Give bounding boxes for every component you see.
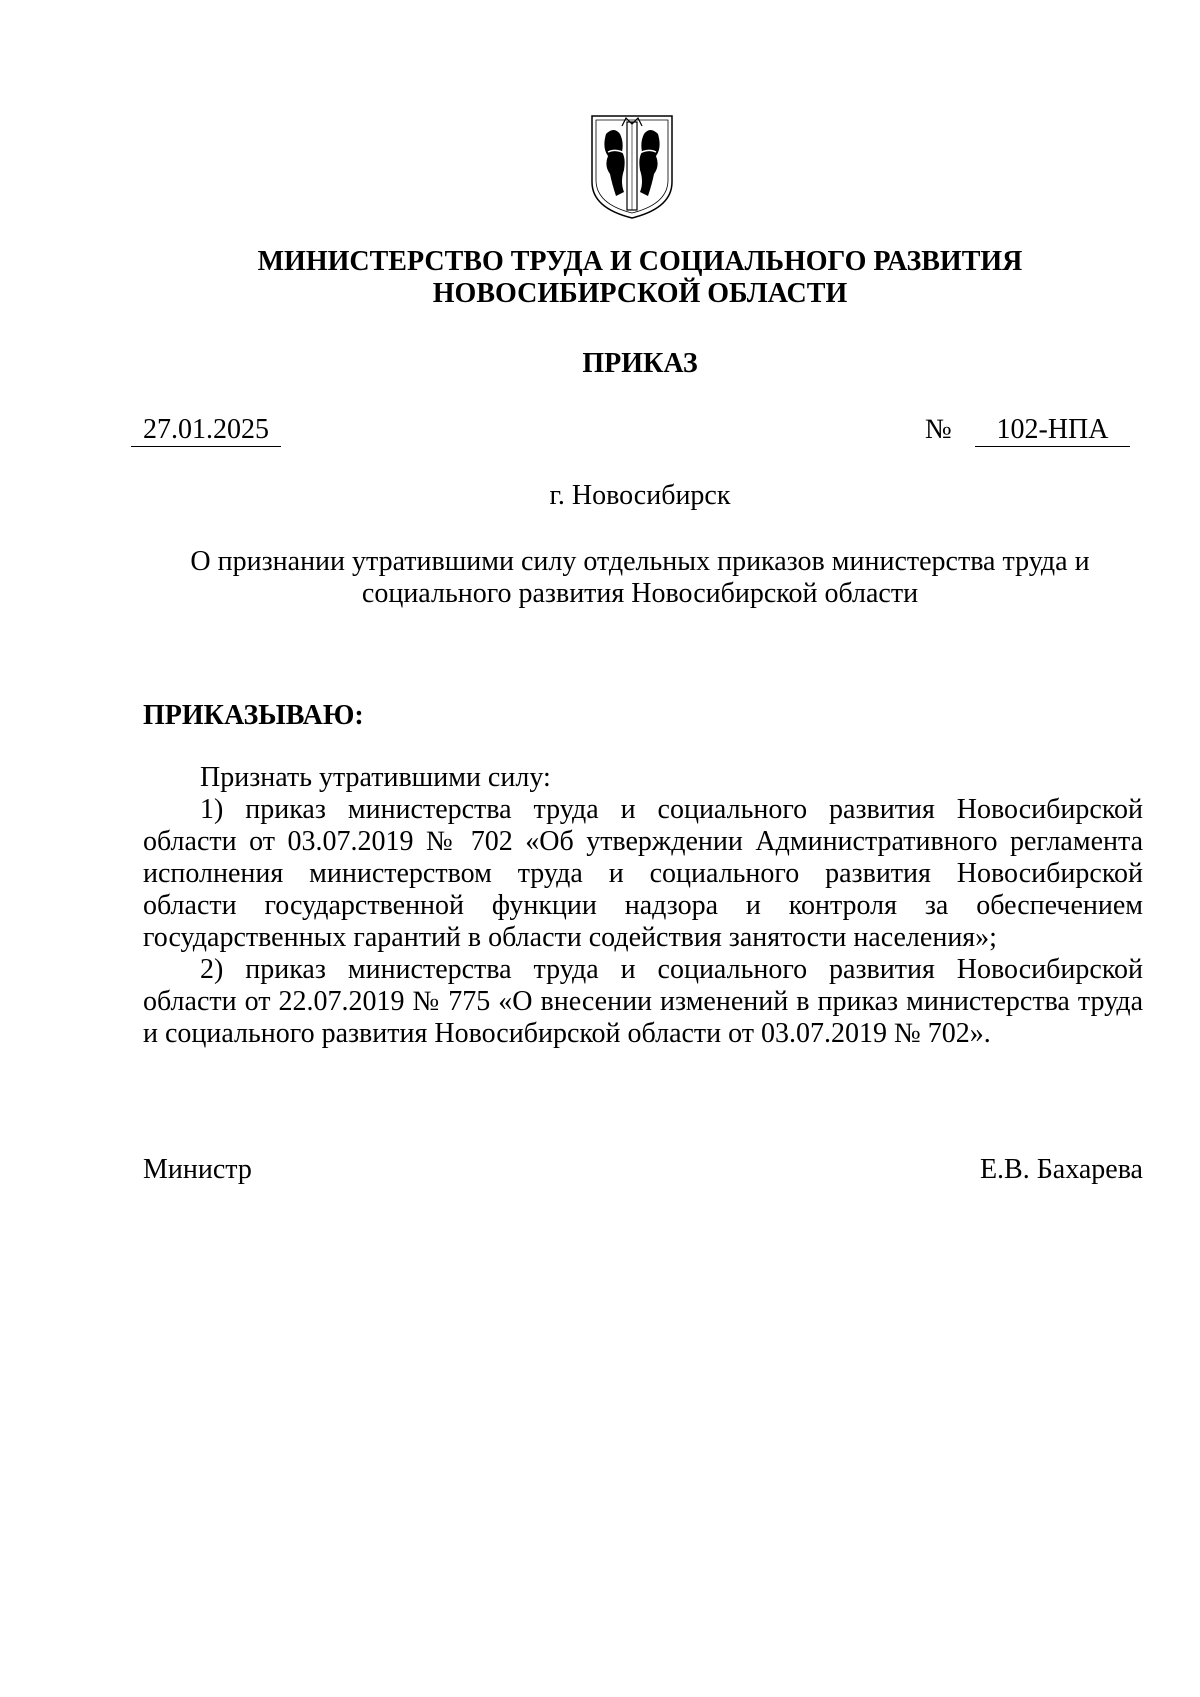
document-subject [140, 546, 1140, 610]
document-body [143, 762, 1143, 1050]
subject-line-1: О признании утратившими силу отдельных приказов министерства труда и [190, 546, 1090, 577]
city: г. Новосибирск [549, 480, 731, 511]
document-date: 27.01.2025 [131, 414, 281, 447]
document-type: ПРИКАЗ [582, 348, 698, 379]
ministry-name-line-2: НОВОСИБИРСКОЙ ОБЛАСТИ [432, 278, 848, 309]
list-item-1-line: исполнения министерством труда и социального развития Новосибирской [143, 858, 1143, 889]
list-item-1 [143, 794, 1143, 954]
signatory-name: Е.В. Бахарева [979, 1154, 1143, 1185]
subject-line-2: социального развития Новосибирской области [361, 578, 919, 609]
ministry-name-line-1: МИНИСТЕРСТВО ТРУДА И СОЦИАЛЬНОГО РАЗВИТИЯ [257, 246, 1023, 277]
coat-of-arms-icon [586, 112, 678, 222]
list-item-1-line: области государственной функции надзора и контроля за обеспечением [143, 890, 1143, 921]
list-item-1-line: области от 03.07.2019 № 702 «Об утверждении Административного регламента [143, 826, 1143, 857]
list-item-2 [143, 954, 1143, 1050]
order-word: ПРИКАЗЫВАЮ: [143, 700, 364, 731]
list-item-1-line: 1) приказ министерства труда и социального развития Новосибирской [200, 794, 1143, 825]
signatory-title: Министр [143, 1154, 252, 1185]
body-intro: Признать утратившими силу: [200, 762, 551, 793]
list-item-2-line: 2) приказ министерства труда и социального развития Новосибирской [200, 954, 1143, 985]
list-item-2-line: области от 22.07.2019 № 775 «О внесении изменений в приказ министерства труда [143, 986, 1143, 1017]
number-sign: № [925, 414, 952, 445]
list-item-2-line: и социального развития Новосибирской области от 03.07.2019 № 702». [143, 1018, 991, 1049]
list-item-1-line: государственных гарантий в области содействия занятости населения»; [143, 922, 997, 953]
ministry-name [140, 246, 1140, 310]
document-number: 102-НПА [975, 414, 1130, 447]
